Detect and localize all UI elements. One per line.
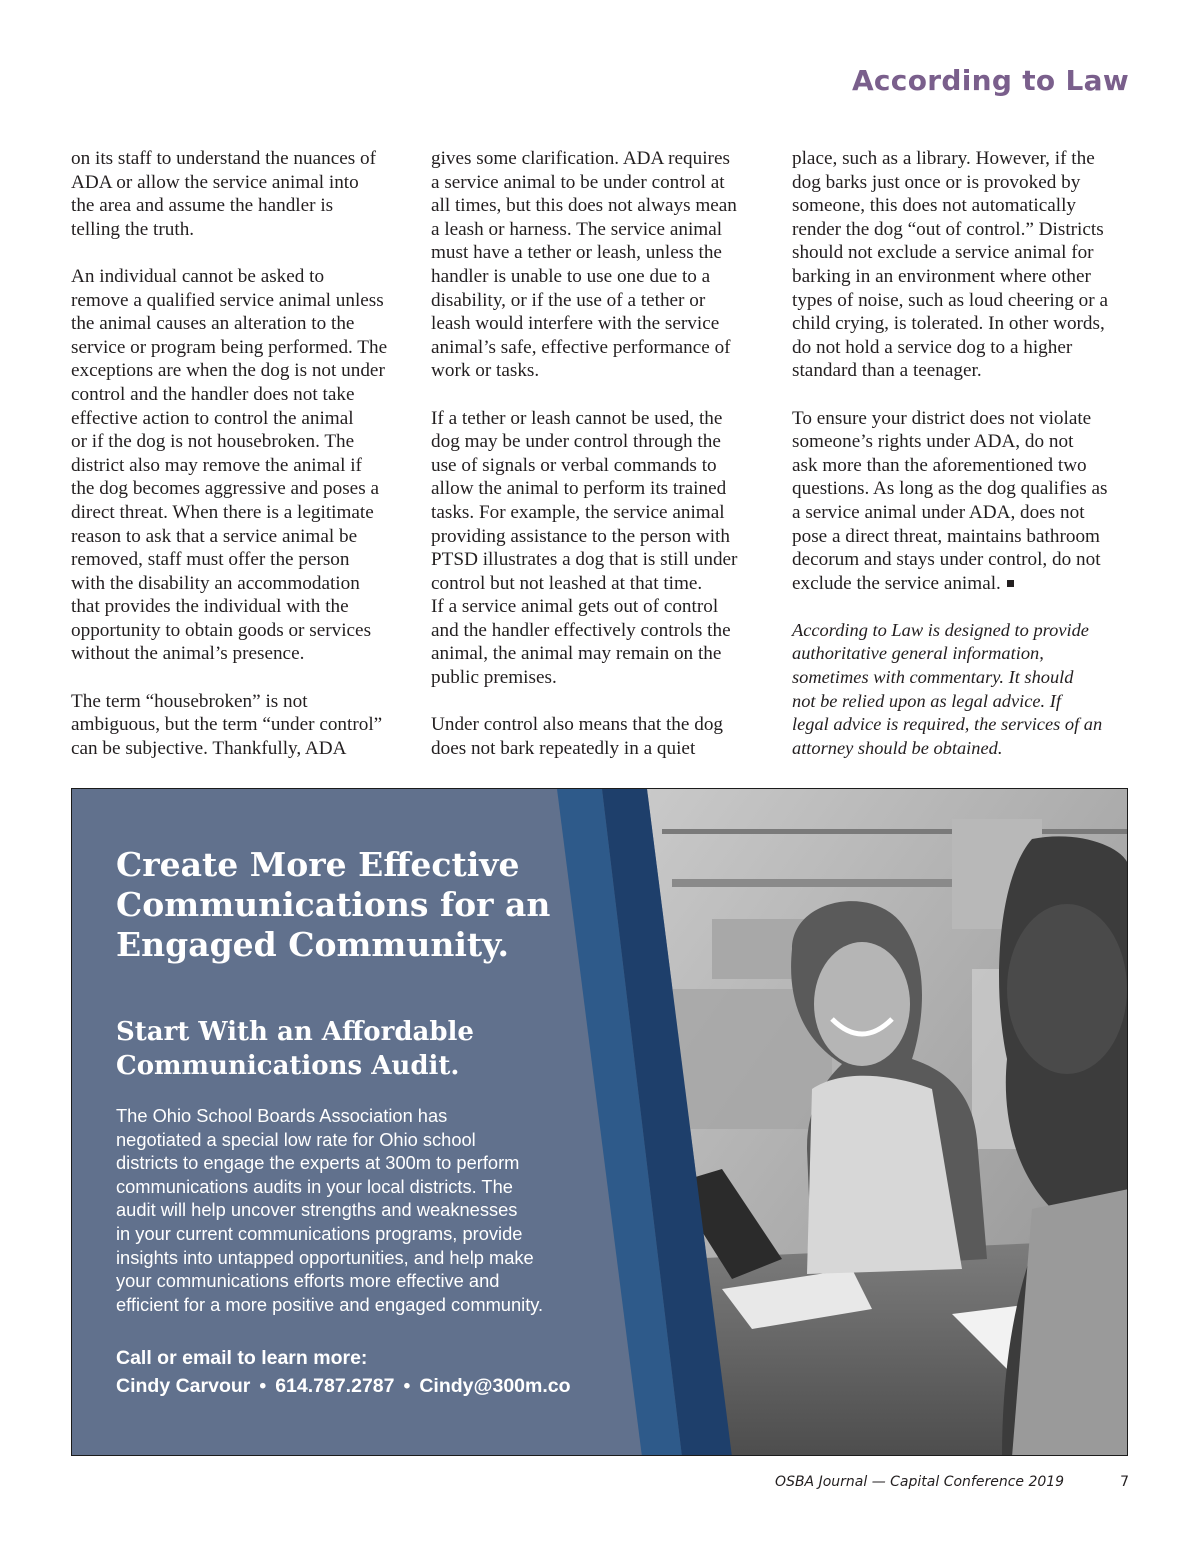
paragraph: Under control also means that the dog does not bark repeatedly in a quiet xyxy=(431,714,724,759)
contact-name: Cindy Carvour xyxy=(116,1375,251,1398)
article-column-2 xyxy=(431,147,776,784)
ad-contact-line xyxy=(116,1372,656,1400)
article-column-1 xyxy=(71,147,416,784)
paragraph: The term “housebroken” is not ambiguous, but the term “under control” can be subjective. Thankfully, ADA xyxy=(71,690,383,759)
paragraph: If a tether or leash cannot be used, the dog may be under control through the use of signals or verbal commands to allow the animal to perform its trained tasks. For example, the service animal providing assistance to the person with PTSD illustrates a dog that is still under control but not leashed at that time. xyxy=(431,407,738,594)
ad-copy xyxy=(116,845,656,1400)
paragraph: place, such as a library. However, if the dog barks just once or is provoked by someone, this does not automatically render the dog “out of control.” Districts should not exclude a service animal for barking in an environment where other types of noise, such as loud cheering or a child crying, is tolerated. In other words, do not hold a service dog to a higher standard than a teenager. xyxy=(792,148,1108,382)
paragraph: on its staff to understand the nuances of ADA or allow the service animal into the area and assume the handler is telling the truth. xyxy=(71,148,376,240)
end-of-article-mark xyxy=(1007,580,1014,587)
ad-subhead: Start With an Affordable Communications Audit. xyxy=(116,1017,474,1081)
paragraph: gives some clarification. ADA requires a service animal to be under control at all times, but this does not always mean a leash or harness. The service animal must have a tether or leash, unless the handler is unable to use one due to a disability, or if the use of a tether or leash would interfere with the service animal’s safe, effective performance of work or tasks. xyxy=(431,148,737,382)
separator-dot: • xyxy=(259,1375,267,1398)
article-column-3 xyxy=(792,147,1132,784)
advertisement[interactable] xyxy=(71,788,1128,1456)
disclaimer: According to Law is designed to provide authoritative general information, sometimes with commentary. It should not be relied upon as legal advice. If legal advice is required, the services of an attorney should be obtained. xyxy=(792,619,1103,758)
separator-dot: • xyxy=(403,1375,411,1398)
ad-call-to-action: Call or email to learn more: xyxy=(116,1347,368,1370)
paragraph: An individual cannot be asked to remove a qualified service animal unless the animal causes an alteration to the service or program being performed. The exceptions are when the dog is not under control and the handler does not take effective action to control the animal or if the dog is not housebroken. The district also may remove the animal if the dog becomes aggressive and poses a direct threat. When there is a legitimate reason to ask that a service animal be removed, staff must offer the person with the disability an accommodation that provides the individual with the opportunity to obtain goods or services without the animal’s presence. xyxy=(71,265,388,665)
journal-title: OSBA Journal — Capital Conference 2019 xyxy=(775,1474,1065,1490)
page-number: 7 xyxy=(1120,1474,1129,1490)
paragraph: If a service animal gets out of control and the handler effectively controls the animal, the animal may remain on the public premises. xyxy=(431,596,731,689)
contact-phone[interactable]: 614.787.2787 xyxy=(275,1375,395,1398)
section-title: According to Law xyxy=(851,64,1129,97)
paragraph-text: To ensure your district does not violate someone’s rights under ADA, do not ask more than the aforementioned two questions. As long as the dog qualifies as a service animal under ADA, does not pose a direct threat, maintains bathroom decorum and stays under control, do not exclude the service animal. xyxy=(792,407,1108,594)
page-footer xyxy=(775,1474,1129,1490)
contact-email[interactable]: Cindy@300m.co xyxy=(419,1375,571,1398)
ad-headline: Create More Effective Communications for an Engaged Community. xyxy=(116,845,551,964)
paragraph xyxy=(792,407,1132,596)
ad-body: The Ohio School Boards Association has negotiated a special low rate for Ohio school districts to engage the experts at 300m to perform communications audits in your local districts. The audit will help uncover strengths and weaknesses in your current communications programs, provide insights into untapped opportunities, and help make your communications efforts more effective and efficient for a more positive and engaged community. xyxy=(116,1105,544,1315)
